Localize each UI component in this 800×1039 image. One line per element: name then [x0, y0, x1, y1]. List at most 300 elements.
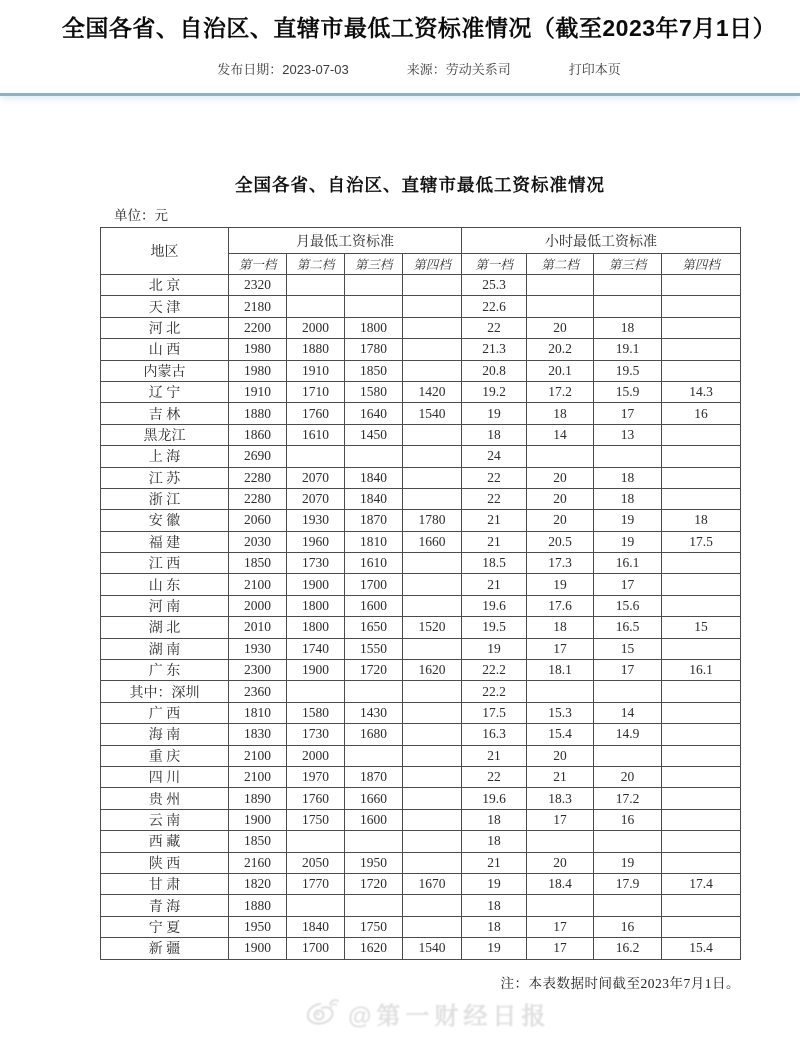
region-cell: 吉 林 [101, 403, 229, 424]
hourly-value-cell: 20.8 [462, 360, 527, 381]
monthly-value-cell: 1880 [287, 339, 345, 360]
hourly-value-cell [662, 766, 741, 787]
hourly-value-cell [662, 360, 741, 381]
monthly-value-cell [403, 852, 462, 873]
monthly-value-cell: 1620 [345, 938, 403, 959]
hourly-value-cell: 15.9 [594, 381, 662, 402]
monthly-value-cell: 1580 [345, 381, 403, 402]
monthly-value-cell: 1450 [345, 424, 403, 445]
hourly-value-cell: 20 [594, 766, 662, 787]
monthly-value-cell: 2060 [229, 510, 287, 531]
monthly-value-cell: 1840 [345, 467, 403, 488]
hourly-value-cell: 20 [527, 852, 594, 873]
monthly-value-cell [345, 831, 403, 852]
hourly-value-cell: 17 [527, 938, 594, 959]
monthly-value-cell: 1960 [287, 531, 345, 552]
monthly-value-cell: 1970 [287, 766, 345, 787]
monthly-value-cell: 2030 [229, 531, 287, 552]
monthly-value-cell [403, 275, 462, 296]
hourly-value-cell: 19 [527, 574, 594, 595]
hourly-value-cell: 16 [594, 916, 662, 937]
hourly-value-cell: 15 [662, 617, 741, 638]
hourly-value-cell [662, 488, 741, 509]
monthly-value-cell: 2360 [229, 681, 287, 702]
table-row [101, 766, 741, 787]
monthly-value-cell: 1600 [345, 809, 403, 830]
hourly-value-cell: 14 [594, 702, 662, 723]
hourly-value-cell: 15.6 [594, 595, 662, 616]
monthly-value-cell [403, 916, 462, 937]
monthly-value-cell [403, 724, 462, 745]
monthly-value-cell: 1930 [229, 638, 287, 659]
hourly-value-cell: 18 [462, 424, 527, 445]
hourly-value-cell: 19.6 [462, 595, 527, 616]
monthly-value-cell: 2320 [229, 275, 287, 296]
monthly-value-cell: 1860 [229, 424, 287, 445]
hourly-value-cell: 19 [462, 873, 527, 894]
monthly-value-cell: 2300 [229, 660, 287, 681]
hourly-value-cell: 17.2 [594, 788, 662, 809]
table-row [101, 745, 741, 766]
hourly-value-cell: 20.5 [527, 531, 594, 552]
monthly-value-cell [287, 296, 345, 317]
table-row [101, 702, 741, 723]
monthly-value-cell: 1420 [403, 381, 462, 402]
monthly-value-cell: 1880 [229, 895, 287, 916]
hourly-value-cell: 21 [462, 574, 527, 595]
monthly-value-cell: 1610 [287, 424, 345, 445]
monthly-value-cell: 1950 [229, 916, 287, 937]
hourly-tier-3-header: 第三档 [594, 254, 662, 275]
hourly-value-cell: 19 [594, 852, 662, 873]
hourly-value-cell: 20.1 [527, 360, 594, 381]
monthly-value-cell [345, 275, 403, 296]
hourly-value-cell: 17 [527, 638, 594, 659]
region-cell: 甘 肃 [101, 873, 229, 894]
hourly-value-cell [594, 895, 662, 916]
hourly-value-cell [594, 745, 662, 766]
monthly-value-cell: 1750 [287, 809, 345, 830]
hourly-value-cell [594, 831, 662, 852]
hourly-value-cell: 16.3 [462, 724, 527, 745]
hourly-value-cell [662, 895, 741, 916]
hourly-value-cell: 15.4 [662, 938, 741, 959]
table-row [101, 360, 741, 381]
hourly-value-cell: 17 [527, 916, 594, 937]
monthly-value-cell: 1640 [345, 403, 403, 424]
table-row [101, 617, 741, 638]
hourly-value-cell: 22 [462, 488, 527, 509]
hourly-value-cell [527, 895, 594, 916]
hourly-value-cell: 19.5 [462, 617, 527, 638]
region-cell: 山 东 [101, 574, 229, 595]
hourly-value-cell [527, 275, 594, 296]
monthly-value-cell: 1700 [345, 574, 403, 595]
hourly-value-cell: 19 [462, 638, 527, 659]
monthly-value-cell: 1540 [403, 403, 462, 424]
monthly-value-cell: 1430 [345, 702, 403, 723]
monthly-value-cell: 1680 [345, 724, 403, 745]
region-cell: 江 苏 [101, 467, 229, 488]
hourly-value-cell: 18 [594, 467, 662, 488]
hourly-value-cell: 19.5 [594, 360, 662, 381]
hourly-value-cell: 17 [527, 809, 594, 830]
monthly-value-cell: 1830 [229, 724, 287, 745]
hourly-value-cell: 15 [594, 638, 662, 659]
monthly-value-cell: 2050 [287, 852, 345, 873]
monthly-value-cell: 1780 [345, 339, 403, 360]
hourly-value-cell: 16 [594, 809, 662, 830]
monthly-value-cell: 2690 [229, 446, 287, 467]
region-cell: 山 西 [101, 339, 229, 360]
hourly-value-cell: 17.9 [594, 873, 662, 894]
hourly-value-cell: 18 [462, 809, 527, 830]
hourly-value-cell: 18 [594, 488, 662, 509]
hourly-value-cell [594, 446, 662, 467]
monthly-value-cell [403, 360, 462, 381]
monthly-value-cell [403, 638, 462, 659]
hourly-value-cell: 18.3 [527, 788, 594, 809]
monthly-value-cell [345, 895, 403, 916]
hourly-value-cell [662, 788, 741, 809]
monthly-value-cell: 1870 [345, 766, 403, 787]
minimum-wage-table [100, 227, 741, 960]
table-row [101, 852, 741, 873]
hourly-value-cell: 17.3 [527, 553, 594, 574]
publish-date: 发布日期：2023-07-03 [217, 62, 349, 77]
hourly-value-cell: 19 [462, 403, 527, 424]
hourly-value-cell: 18 [527, 403, 594, 424]
page-header [0, 0, 800, 96]
monthly-tier-4-header: 第四档 [403, 254, 462, 275]
hourly-value-cell: 20 [527, 510, 594, 531]
region-cell: 广 西 [101, 702, 229, 723]
monthly-value-cell [403, 574, 462, 595]
monthly-value-cell: 1760 [287, 788, 345, 809]
monthly-value-cell [287, 895, 345, 916]
monthly-value-cell: 1910 [229, 381, 287, 402]
hourly-value-cell [662, 702, 741, 723]
hourly-value-cell [662, 724, 741, 745]
table-row [101, 424, 741, 445]
monthly-value-cell: 1660 [345, 788, 403, 809]
print-page-link[interactable]: 打印本页 [568, 62, 621, 77]
page-title: 全国各省、自治区、直辖市最低工资标准情况（截至2023年7月1日） [61, 15, 777, 41]
monthly-value-cell [403, 745, 462, 766]
monthly-value-cell: 1610 [345, 553, 403, 574]
table-row [101, 938, 741, 959]
monthly-value-cell: 1550 [345, 638, 403, 659]
hourly-value-cell: 16 [662, 403, 741, 424]
region-cell: 湖 南 [101, 638, 229, 659]
monthly-value-cell: 1730 [287, 553, 345, 574]
hourly-value-cell [662, 574, 741, 595]
hourly-tier-4-header: 第四档 [662, 254, 741, 275]
monthly-value-cell: 1910 [287, 360, 345, 381]
monthly-value-cell [403, 553, 462, 574]
monthly-value-cell: 2010 [229, 617, 287, 638]
hourly-value-cell: 18 [462, 895, 527, 916]
hourly-value-cell [662, 553, 741, 574]
table-title: 全国各省、自治区、直辖市最低工资标准情况 [235, 175, 605, 195]
monthly-value-cell: 2100 [229, 766, 287, 787]
table-row [101, 381, 741, 402]
region-cell: 河 南 [101, 595, 229, 616]
table-row [101, 317, 741, 338]
hourly-tier-1-header: 第一档 [462, 254, 527, 275]
hourly-tier-2-header: 第二档 [527, 254, 594, 275]
monthly-value-cell [403, 317, 462, 338]
region-cell: 天 津 [101, 296, 229, 317]
monthly-value-cell: 1770 [287, 873, 345, 894]
hourly-value-cell: 18 [527, 617, 594, 638]
monthly-value-cell [403, 424, 462, 445]
table-row [101, 275, 741, 296]
hourly-value-cell: 17.4 [662, 873, 741, 894]
table-note: 注：本表数据时间截至2023年7月1日。 [500, 975, 740, 991]
hourly-value-cell: 21 [462, 510, 527, 531]
table-row [101, 916, 741, 937]
monthly-value-cell: 2100 [229, 574, 287, 595]
monthly-value-cell: 2000 [287, 745, 345, 766]
hourly-value-cell: 19.1 [594, 339, 662, 360]
document-body [100, 172, 740, 992]
hourly-value-cell: 22.2 [462, 681, 527, 702]
hourly-value-cell: 24 [462, 446, 527, 467]
hourly-value-cell: 17 [594, 403, 662, 424]
monthly-value-cell [287, 681, 345, 702]
hourly-value-cell [662, 275, 741, 296]
hourly-value-cell: 16.5 [594, 617, 662, 638]
hourly-value-cell: 18.4 [527, 873, 594, 894]
region-cell: 新 疆 [101, 938, 229, 959]
hourly-value-cell: 22.6 [462, 296, 527, 317]
hourly-value-cell: 18 [662, 510, 741, 531]
monthly-value-cell: 1700 [287, 938, 345, 959]
monthly-value-cell: 1740 [287, 638, 345, 659]
monthly-value-cell [287, 831, 345, 852]
region-cell: 云 南 [101, 809, 229, 830]
region-cell: 浙 江 [101, 488, 229, 509]
monthly-value-cell: 1840 [345, 488, 403, 509]
monthly-value-cell: 2070 [287, 488, 345, 509]
hourly-value-cell: 14.9 [594, 724, 662, 745]
monthly-value-cell [403, 595, 462, 616]
hourly-value-cell: 14.3 [662, 381, 741, 402]
hourly-value-cell: 18 [462, 916, 527, 937]
monthly-value-cell [403, 788, 462, 809]
monthly-value-cell: 1980 [229, 360, 287, 381]
monthly-value-cell [287, 446, 345, 467]
monthly-value-cell: 2200 [229, 317, 287, 338]
monthly-value-cell: 2070 [287, 467, 345, 488]
region-cell: 北 京 [101, 275, 229, 296]
table-row [101, 638, 741, 659]
hourly-value-cell [662, 446, 741, 467]
region-cell: 安 徽 [101, 510, 229, 531]
table-row [101, 831, 741, 852]
monthly-value-cell: 2100 [229, 745, 287, 766]
hourly-value-cell: 22 [462, 317, 527, 338]
monthly-value-cell: 1750 [345, 916, 403, 937]
monthly-value-cell: 1980 [229, 339, 287, 360]
region-cell: 其中：深圳 [101, 681, 229, 702]
table-row [101, 788, 741, 809]
monthly-value-cell [403, 895, 462, 916]
region-cell: 贵 州 [101, 788, 229, 809]
monthly-value-cell: 1870 [345, 510, 403, 531]
monthly-group-header: 月最低工资标准 [229, 228, 462, 254]
hourly-value-cell: 18.1 [527, 660, 594, 681]
monthly-value-cell: 1580 [287, 702, 345, 723]
monthly-value-cell: 1810 [345, 531, 403, 552]
hourly-value-cell: 16.1 [662, 660, 741, 681]
hourly-value-cell: 20 [527, 488, 594, 509]
region-cell: 江 西 [101, 553, 229, 574]
hourly-value-cell [527, 446, 594, 467]
table-row [101, 724, 741, 745]
hourly-value-cell: 22 [462, 467, 527, 488]
table-row [101, 531, 741, 552]
table-row [101, 595, 741, 616]
monthly-value-cell: 2000 [287, 317, 345, 338]
hourly-value-cell [662, 916, 741, 937]
hourly-value-cell: 15.4 [527, 724, 594, 745]
monthly-tier-3-header: 第三档 [345, 254, 403, 275]
table-row [101, 467, 741, 488]
hourly-value-cell [662, 681, 741, 702]
region-cell: 西 藏 [101, 831, 229, 852]
monthly-value-cell: 1900 [287, 574, 345, 595]
region-cell: 四 川 [101, 766, 229, 787]
hourly-value-cell [662, 831, 741, 852]
monthly-value-cell: 1520 [403, 617, 462, 638]
table-row [101, 809, 741, 830]
hourly-value-cell [662, 424, 741, 445]
monthly-value-cell [345, 446, 403, 467]
hourly-value-cell [527, 831, 594, 852]
monthly-tier-1-header: 第一档 [229, 254, 287, 275]
table-row [101, 895, 741, 916]
hourly-value-cell [662, 638, 741, 659]
monthly-value-cell: 1850 [345, 360, 403, 381]
monthly-value-cell: 1900 [229, 809, 287, 830]
monthly-value-cell: 1800 [287, 617, 345, 638]
table-row [101, 681, 741, 702]
monthly-value-cell: 2180 [229, 296, 287, 317]
monthly-value-cell: 1950 [345, 852, 403, 873]
source-label: 来源：劳动关系司 [406, 62, 511, 77]
weibo-icon [306, 996, 340, 1031]
monthly-value-cell [345, 745, 403, 766]
region-cell: 黑龙江 [101, 424, 229, 445]
monthly-value-cell: 1900 [229, 938, 287, 959]
region-cell: 湖 北 [101, 617, 229, 638]
hourly-value-cell [594, 296, 662, 317]
monthly-value-cell: 1730 [287, 724, 345, 745]
monthly-value-cell: 1720 [345, 873, 403, 894]
monthly-value-cell: 1850 [229, 831, 287, 852]
wage-table-body [101, 275, 741, 960]
monthly-value-cell: 1800 [345, 317, 403, 338]
hourly-value-cell: 18.5 [462, 553, 527, 574]
hourly-value-cell: 13 [594, 424, 662, 445]
hourly-value-cell [662, 339, 741, 360]
region-cell: 重 庆 [101, 745, 229, 766]
region-column-header: 地区 [101, 228, 229, 275]
monthly-value-cell: 1840 [287, 916, 345, 937]
monthly-value-cell [403, 488, 462, 509]
monthly-value-cell [403, 681, 462, 702]
region-cell: 辽 宁 [101, 381, 229, 402]
monthly-value-cell: 1720 [345, 660, 403, 681]
hourly-value-cell: 20 [527, 745, 594, 766]
monthly-value-cell [403, 446, 462, 467]
monthly-value-cell: 1540 [403, 938, 462, 959]
hourly-value-cell: 16.2 [594, 938, 662, 959]
region-cell: 陕 西 [101, 852, 229, 873]
hourly-value-cell: 20.2 [527, 339, 594, 360]
hourly-value-cell: 25.3 [462, 275, 527, 296]
table-row [101, 446, 741, 467]
monthly-value-cell [287, 275, 345, 296]
hourly-value-cell: 15.3 [527, 702, 594, 723]
hourly-value-cell: 20 [527, 317, 594, 338]
hourly-value-cell: 22.2 [462, 660, 527, 681]
monthly-value-cell [345, 296, 403, 317]
monthly-value-cell [403, 296, 462, 317]
hourly-value-cell: 16.1 [594, 553, 662, 574]
region-cell: 青 海 [101, 895, 229, 916]
watermark [306, 996, 550, 1031]
table-row [101, 339, 741, 360]
monthly-value-cell: 1650 [345, 617, 403, 638]
hourly-value-cell: 17.5 [462, 702, 527, 723]
hourly-value-cell [594, 681, 662, 702]
monthly-value-cell: 1600 [345, 595, 403, 616]
hourly-value-cell: 21 [462, 745, 527, 766]
hourly-group-header: 小时最低工资标准 [462, 228, 741, 254]
hourly-value-cell [662, 809, 741, 830]
monthly-value-cell: 1890 [229, 788, 287, 809]
monthly-value-cell [345, 681, 403, 702]
hourly-value-cell: 21 [462, 852, 527, 873]
hourly-value-cell: 17 [594, 574, 662, 595]
table-row [101, 403, 741, 424]
hourly-value-cell: 19 [594, 531, 662, 552]
monthly-value-cell: 1780 [403, 510, 462, 531]
monthly-value-cell: 2000 [229, 595, 287, 616]
table-row [101, 574, 741, 595]
monthly-value-cell: 1660 [403, 531, 462, 552]
hourly-value-cell: 19.6 [462, 788, 527, 809]
monthly-value-cell: 1800 [287, 595, 345, 616]
monthly-value-cell: 1850 [229, 553, 287, 574]
monthly-value-cell [403, 339, 462, 360]
monthly-value-cell [403, 831, 462, 852]
hourly-value-cell: 19 [462, 938, 527, 959]
hourly-value-cell: 17.2 [527, 381, 594, 402]
monthly-value-cell: 2280 [229, 467, 287, 488]
monthly-value-cell: 1710 [287, 381, 345, 402]
hourly-value-cell: 18 [462, 831, 527, 852]
monthly-value-cell: 1670 [403, 873, 462, 894]
unit-label: 单位：元 [114, 208, 168, 223]
watermark-text: @第一财经日报 [348, 1003, 551, 1030]
monthly-value-cell: 1880 [229, 403, 287, 424]
monthly-value-cell [403, 702, 462, 723]
table-row [101, 660, 741, 681]
